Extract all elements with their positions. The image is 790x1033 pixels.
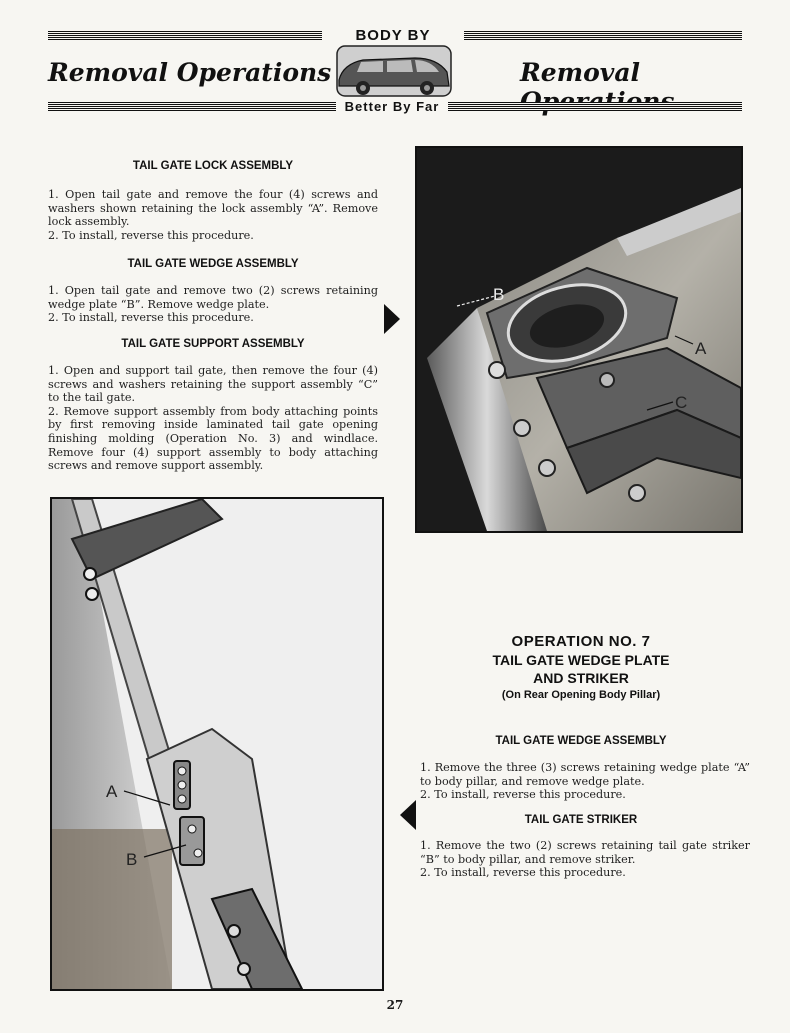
lock-assembly-heading: TAIL GATE LOCK ASSEMBLY: [132, 160, 294, 172]
operation-subtitle: (On Rear Opening Body Pillar): [501, 689, 661, 701]
header-title-left: Removal Operations: [48, 58, 332, 87]
op7-wedge-heading: TAIL GATE WEDGE ASSEMBLY: [495, 735, 667, 747]
body-pillar-photo: [50, 497, 384, 991]
callout-c-top: C: [675, 393, 688, 412]
callout-b-bottom: B: [126, 850, 138, 869]
header-rule-top-right: [464, 31, 742, 40]
operation-title-line2: AND STRIKER: [533, 670, 629, 686]
wedge-assembly-heading: TAIL GATE WEDGE ASSEMBLY: [127, 258, 299, 270]
page-number: 27: [386, 998, 404, 1012]
wedge-step-1: 1. Open tail gate and remove two (2) screws retaining wedge plate “B”. Remove wedge plate.: [48, 284, 378, 311]
pointer-right-icon: [384, 304, 400, 334]
header-title-right: Removal: [520, 58, 641, 87]
body-pillar-illustration: [52, 499, 382, 989]
support-step-1: 1. Open and support tail gate, then remove the four (4) screws and washers retaining the support assembly “C” to the tail gate.: [48, 364, 378, 405]
op7-wedge-step-2: 2. To install, reverse this procedure.: [420, 788, 626, 802]
operation-number: OPERATION NO. 7: [511, 633, 651, 650]
header-rule-bottom-right: [448, 102, 742, 111]
op7-striker-steps: [420, 839, 750, 880]
lock-step-1: 1. Open tail gate and remove the four (4) screws and washers shown retaining the lock assembly “A”. Remove lock assembly.: [48, 188, 378, 229]
callout-b-top: B: [493, 285, 505, 304]
support-assembly-steps: [48, 364, 378, 473]
tail-gate-photo: [415, 146, 743, 533]
op7-wedge-steps: [420, 761, 750, 802]
lock-assembly-steps: [48, 188, 378, 242]
pointer-left-icon: [400, 800, 416, 830]
tail-gate-illustration: [417, 148, 741, 531]
wedge-assembly-steps: [48, 284, 378, 325]
header-rule-top-left: [48, 31, 322, 40]
callout-a-bottom: A: [106, 782, 118, 801]
op7-striker-heading: TAIL GATE STRIKER: [524, 814, 638, 826]
header-brand: BODY BY: [355, 27, 431, 44]
station-wagon-logo: [323, 42, 465, 100]
op7-striker-step-1: 1. Remove the two (2) screws retaining tail gate striker “B” to body pillar, and remove striker.: [420, 839, 750, 866]
header-tagline: Better By Far: [344, 99, 440, 114]
header-rule-bottom-left: [48, 102, 336, 111]
callout-a-top: A: [695, 339, 707, 358]
wedge-step-2: 2. To install, reverse this procedure.: [48, 311, 254, 325]
lock-step-2: 2. To install, reverse this procedure.: [48, 228, 254, 242]
op7-wedge-step-1: 1. Remove the three (3) screws retaining wedge plate “A” to body pillar, and remove wedge plate.: [420, 761, 750, 788]
support-step-2: 2. Remove support assembly from body attaching points by first removing inside laminated tail gate opening finishing molding (Operation No. 3) and windlace. Remove four (4) support assembly to body attaching screws and remove support assembly.: [48, 404, 378, 473]
op7-striker-step-2: 2. To install, reverse this procedure.: [420, 866, 626, 880]
operation-title-line1: TAIL GATE WEDGE PLATE: [492, 652, 670, 668]
support-assembly-heading: TAIL GATE SUPPORT ASSEMBLY: [121, 338, 305, 350]
